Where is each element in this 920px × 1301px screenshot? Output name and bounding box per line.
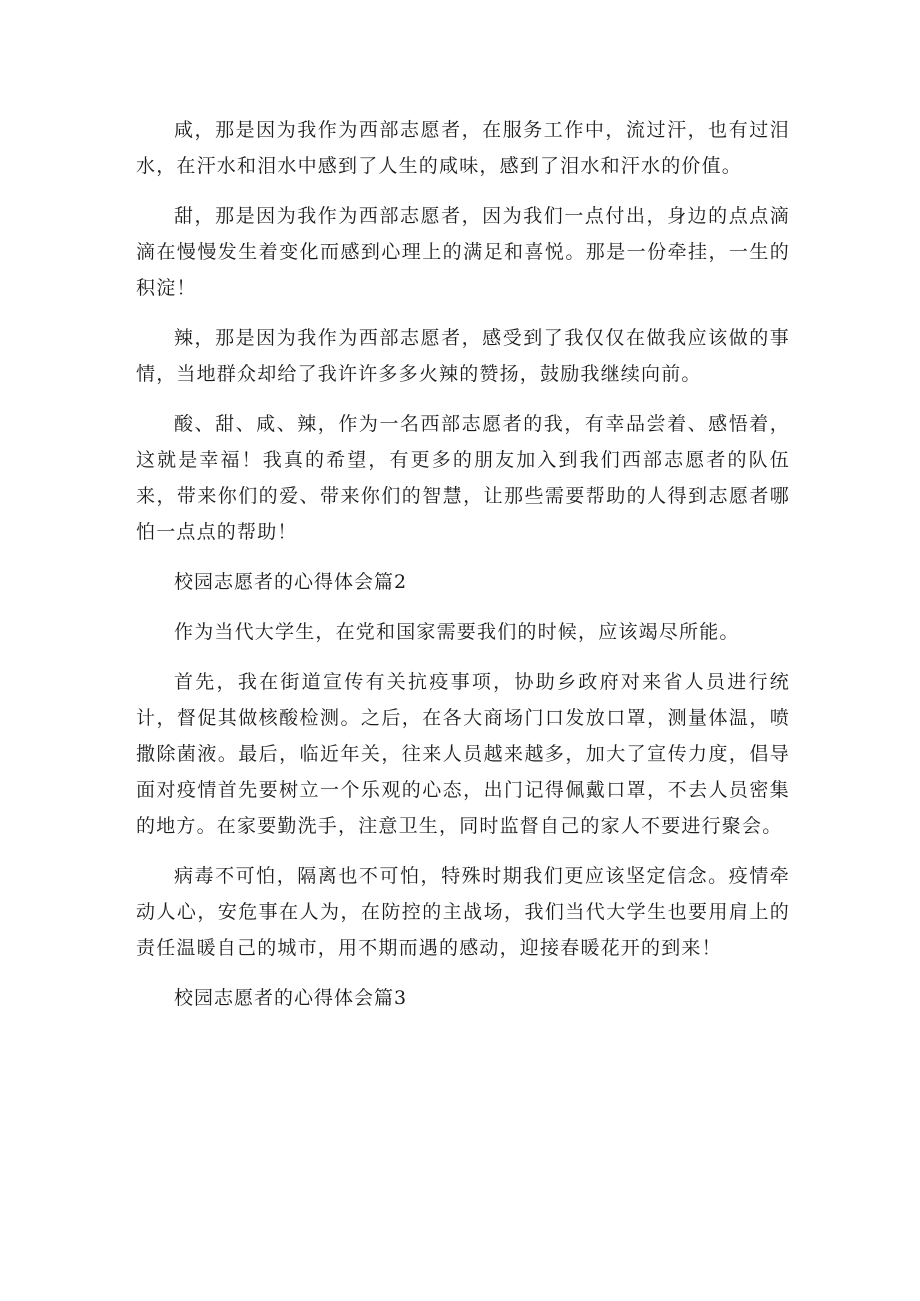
- section-heading-3: 校园志愿者的心得体会篇3: [174, 987, 408, 1009]
- paragraph-spicy: 辣，那是因为我作为西部志愿者，感受到了我仅仅在做我应该做的事情，当地群众却给了我许许多多火辣的赞扬，鼓励我继续向前。: [136, 327, 790, 385]
- paragraph-conclusion: 病毒不可怕，隔离也不可怕，特殊时期我们更应该坚定信念。疫情牵动人心，安危事在人为，在防控的主战场，我们当代大学生也要用肩上的责任温暖自己的城市，用不期而遇的感动，迎接春暖花开的到来！: [136, 865, 790, 959]
- paragraph-salty: 咸，那是因为我作为西部志愿者，在服务工作中，流过汗，也有过泪水，在汗水和泪水中感到了人生的咸味，感到了泪水和汗水的价值。: [136, 119, 790, 177]
- section-heading-2: 校园志愿者的心得体会篇2: [174, 571, 408, 593]
- paragraph-summary: 酸、甜、咸、辣，作为一名西部志愿者的我，有幸品尝着、感悟着，这就是幸福！我真的希望，有更多的朋友加入到我们西部志愿者的队伍来，带来你们的爱、带来你们的智慧，让那些需要帮助的人得到志愿者哪怕一点点的帮助！: [136, 413, 790, 543]
- paragraph-sweet: 甜，那是因为我作为西部志愿者，因为我们一点付出，身边的点点滴滴在慢慢发生着变化而感到心理上的满足和喜悦。那是一份牵挂，一生的积淀！: [136, 205, 790, 299]
- document-body: [136, 112, 790, 1030]
- paragraph-actions: 首先，我在街道宣传有关抗疫事项，协助乡政府对来省人员进行统计，督促其做核酸检测。之后，在各大商场门口发放口罩，测量体温，喷撒除菌液。最后，临近年关，往来人员越来越多，加大了宣传力度，倡导面对疫情首先要树立一个乐观的心态，出门记得佩戴口罩，不去人员密集的地方。在家要勤洗手，注意卫生，同时监督自己的家人不要进行聚会。: [136, 671, 790, 837]
- paragraph-intro-2: 作为当代大学生，在党和国家需要我们的时候，应该竭尽所能。: [174, 621, 740, 643]
